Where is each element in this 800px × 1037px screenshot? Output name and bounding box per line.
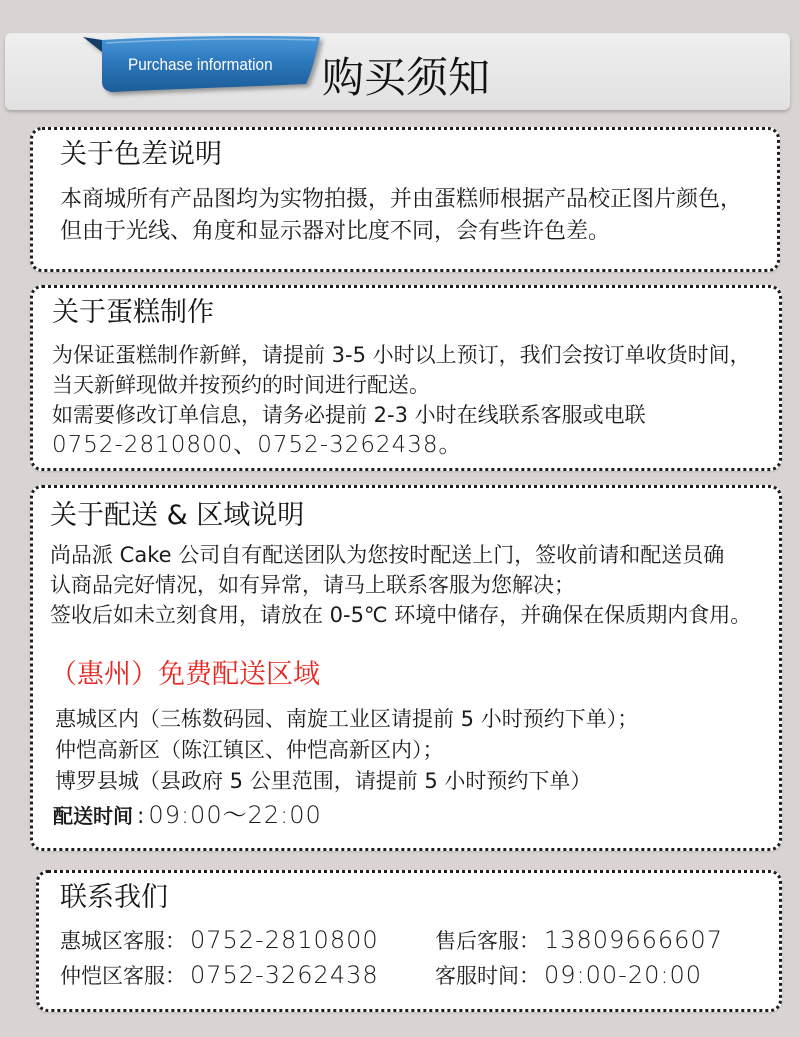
phone-numbers-line: 0752-2810800、0752-3262438。 [52,432,463,458]
page-title: 购买须知 [322,53,491,102]
section-line: 但由于光线、角度和显示器对比度不同，会有些许色差。 [60,219,611,244]
delivery-zone-item: 博罗县城（县政府 5 公里范围，请提前 5 小时预约下单） [55,769,592,793]
contact-label: 售后客服： [435,929,540,953]
section-delivery [30,485,782,851]
contact-value: 0752-2810800 [190,926,379,954]
contact-row [60,923,779,958]
contact-label: 惠城区客服： [60,929,186,953]
contact-item [60,923,435,958]
free-delivery-zone-heading: （惠州）免费配送区域 [50,659,320,690]
ribbon-label: Purchase information [128,55,273,74]
section-heading: 关于蛋糕制作 [52,297,214,328]
contact-value: 13809666607 [544,926,723,954]
section-contact [36,870,782,1012]
contact-item [60,958,435,993]
section-heading: 关于色差说明 [60,139,222,170]
contact-label: 客服时间： [435,964,540,988]
section-line: 尚品派 Cake 公司自有配送团队为您按时配送上门，签收前请和配送员确 [50,543,725,567]
section-line: 如需要修改订单信息，请务必提前 2-3 小时在线联系客服或电联 [52,403,646,427]
ribbon-badge [80,32,325,98]
contact-value: 0752-3262438 [190,961,379,989]
contact-item [435,958,702,993]
contact-value: 09:00-20:00 [544,961,702,989]
delivery-time-label: 配送时间 [53,804,133,828]
delivery-time-value: 09:00～22:00 [148,801,322,829]
contact-label: 仲恺区客服： [60,964,186,988]
section-heading: 联系我们 [60,882,168,913]
section-color-difference [30,127,780,272]
section-line: 当天新鲜现做并按预约的时间进行配送。 [52,373,430,397]
section-line: 为保证蛋糕制作新鲜，请提前 3-5 小时以上预订，我们会按订单收货时间， [52,343,751,367]
section-line: 本商城所有产品图均为实物拍摄，并由蛋糕师根据产品校正图片颜色， [60,187,743,212]
contact-row [60,958,779,993]
delivery-zone-item: 惠城区内（三栋数码园、南旋工业区请提前 5 小时预约下单）； [55,707,639,731]
section-line: 认商品完好情况，如有异常，请马上联系客服为您解决； [50,573,575,597]
delivery-time-row [50,799,779,834]
section-heading: 关于配送 & 区域说明 [50,500,305,531]
delivery-zone-item: 仲恺高新区（陈江镇区、仲恺高新区内）； [55,738,444,762]
section-line: 签收后如未立刻食用，请放在 0-5℃ 环境中储存，并确保在保质期内食用。 [50,603,752,627]
section-cake-making [30,285,782,471]
ribbon-fold [83,37,102,52]
contact-item [435,923,723,958]
delivery-time-separator: : [137,804,145,829]
